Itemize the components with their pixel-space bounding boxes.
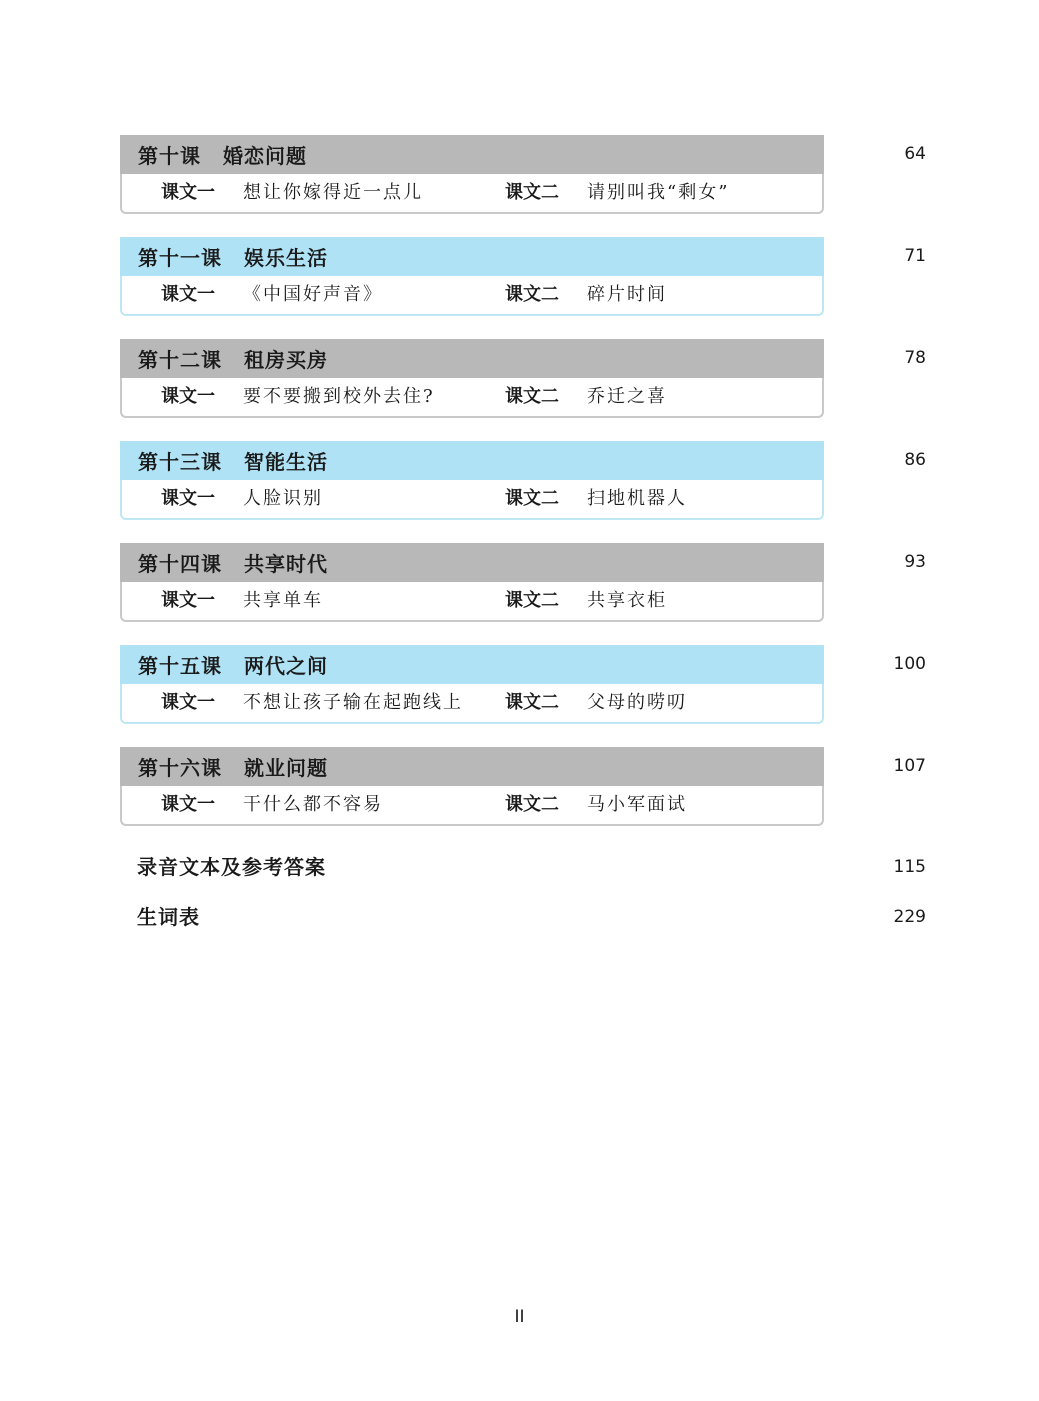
- lesson-header: [120, 135, 824, 174]
- text-two-label: 课文二: [505, 692, 559, 713]
- lesson-page-number: 100: [893, 654, 926, 674]
- lesson-texts: [122, 684, 822, 722]
- text-two-label: 课文二: [505, 386, 559, 407]
- text-two-title: 乔迁之喜: [587, 386, 667, 407]
- lesson-page-number: 71: [904, 246, 926, 266]
- lesson-number: 第十三课: [138, 450, 222, 474]
- lesson-title: 两代之间: [244, 654, 328, 678]
- lesson-number: 第十五课: [138, 654, 222, 678]
- lesson-entry[interactable]: [120, 237, 928, 339]
- lesson-page-number: 107: [893, 756, 926, 776]
- text-one-title: 想让你嫁得近一点儿: [243, 182, 423, 203]
- lesson-frame: [120, 135, 824, 214]
- lesson-texts: [122, 378, 822, 416]
- lesson-entry[interactable]: [120, 543, 928, 645]
- lesson-frame: [120, 441, 824, 520]
- text-one-label: 课文一: [161, 692, 215, 713]
- lesson-header: [120, 747, 824, 786]
- text-one-label: 课文一: [161, 182, 215, 203]
- lesson-title: 租房买房: [244, 348, 328, 372]
- appendix-page-number: 229: [893, 907, 926, 927]
- text-two-title: 马小军面试: [587, 794, 687, 815]
- page-number: II: [514, 1307, 525, 1327]
- lesson-texts: [122, 174, 822, 212]
- text-one-title: 《中国好声音》: [243, 284, 383, 305]
- text-two-title: 碎片时间: [587, 284, 667, 305]
- appendix-list: [120, 849, 928, 949]
- lesson-header: [120, 441, 824, 480]
- text-two-label: 课文二: [505, 590, 559, 611]
- text-one-title: 人脸识别: [243, 488, 323, 509]
- lesson-header: [120, 237, 824, 276]
- lesson-texts: [122, 480, 822, 518]
- text-two-title: 共享衣柜: [587, 590, 667, 611]
- text-one-label: 课文一: [161, 284, 215, 305]
- lesson-page-number: 78: [904, 348, 926, 368]
- lesson-texts: [122, 276, 822, 314]
- appendix-entry[interactable]: [120, 899, 928, 949]
- text-one-label: 课文一: [161, 488, 215, 509]
- table-of-contents: [120, 135, 928, 949]
- lesson-title: 就业问题: [244, 756, 328, 780]
- lesson-texts: [122, 786, 822, 824]
- lesson-header: [120, 645, 824, 684]
- lesson-number: 第十一课: [138, 246, 222, 270]
- text-one-label: 课文一: [161, 794, 215, 815]
- text-two-label: 课文二: [505, 284, 559, 305]
- text-two-label: 课文二: [505, 488, 559, 509]
- lesson-title: 娱乐生活: [244, 246, 328, 270]
- lesson-frame: [120, 543, 824, 622]
- appendix-title: 录音文本及参考答案: [137, 855, 326, 879]
- lesson-number: 第十六课: [138, 756, 222, 780]
- lesson-page-number: 93: [904, 552, 926, 572]
- lesson-entry[interactable]: [120, 339, 928, 441]
- lesson-number: 第十课: [138, 144, 201, 168]
- text-one-title: 不想让孩子输在起跑线上: [243, 692, 463, 713]
- lesson-entry[interactable]: [120, 135, 928, 237]
- text-one-title: 要不要搬到校外去住?: [243, 386, 435, 407]
- lesson-title: 智能生活: [244, 450, 328, 474]
- lesson-texts: [122, 582, 822, 620]
- text-two-title: 请别叫我“剩女”: [587, 182, 730, 203]
- text-two-title: 父母的唠叨: [587, 692, 687, 713]
- text-one-title: 共享单车: [243, 590, 323, 611]
- lesson-page-number: 64: [904, 144, 926, 164]
- lesson-number: 第十四课: [138, 552, 222, 576]
- appendix-entry[interactable]: [120, 849, 928, 899]
- lesson-header: [120, 339, 824, 378]
- lesson-header: [120, 543, 824, 582]
- text-two-label: 课文二: [505, 182, 559, 203]
- lesson-frame: [120, 237, 824, 316]
- text-one-label: 课文一: [161, 386, 215, 407]
- lesson-page-number: 86: [904, 450, 926, 470]
- lesson-frame: [120, 339, 824, 418]
- text-two-title: 扫地机器人: [587, 488, 687, 509]
- appendix-page-number: 115: [893, 857, 926, 877]
- lesson-entry[interactable]: [120, 645, 928, 747]
- lesson-title: 婚恋问题: [223, 144, 307, 168]
- lesson-title: 共享时代: [244, 552, 328, 576]
- lesson-entry[interactable]: [120, 747, 928, 849]
- lesson-entry[interactable]: [120, 441, 928, 543]
- text-two-label: 课文二: [505, 794, 559, 815]
- text-one-label: 课文一: [161, 590, 215, 611]
- text-one-title: 干什么都不容易: [243, 794, 383, 815]
- lesson-list: [120, 135, 928, 849]
- lesson-frame: [120, 747, 824, 826]
- lesson-frame: [120, 645, 824, 724]
- lesson-number: 第十二课: [138, 348, 222, 372]
- appendix-title: 生词表: [137, 905, 200, 929]
